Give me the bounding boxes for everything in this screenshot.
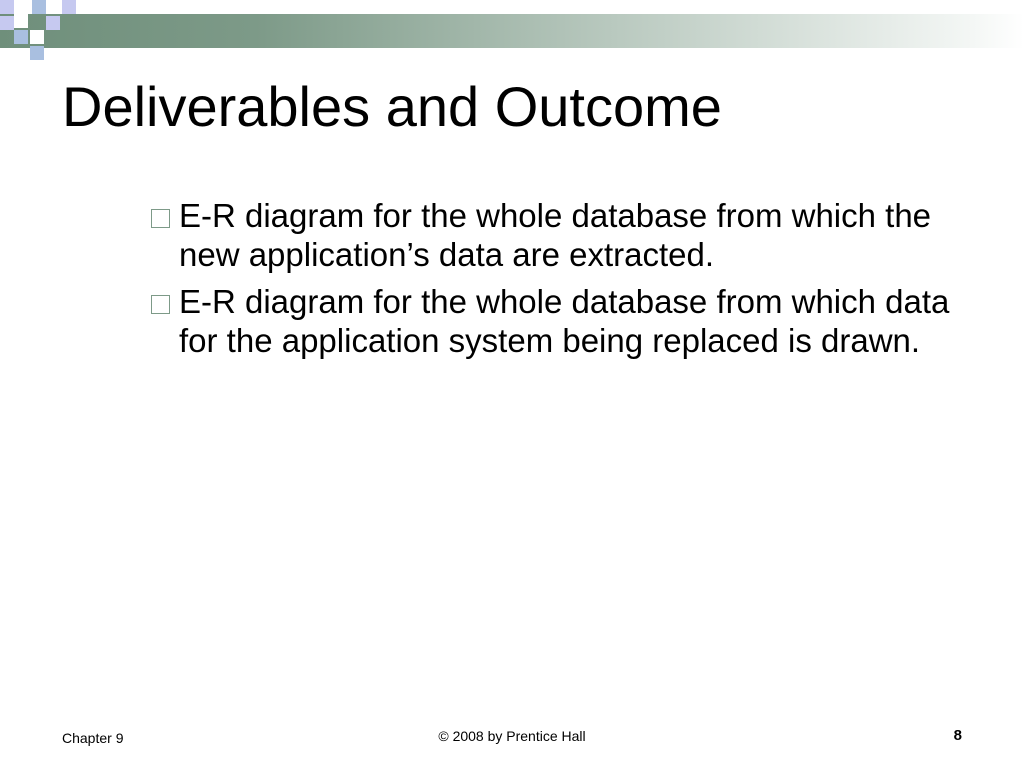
checker-square <box>62 0 76 14</box>
footer-copyright: © 2008 by Prentice Hall <box>438 728 586 744</box>
slide-title: Deliverables and Outcome <box>62 75 722 138</box>
checker-square <box>30 30 44 44</box>
bullet-item <box>148 282 968 360</box>
slide-number: 8 <box>953 727 962 744</box>
checker-square <box>46 16 60 30</box>
checker-square <box>14 14 28 28</box>
bullet-text: E-R diagram for the whole database from which the new application’s data are extracted. <box>179 197 932 273</box>
checker-square <box>0 16 14 30</box>
footer-chapter: Chapter 9 <box>62 730 124 746</box>
checker-square <box>0 0 14 14</box>
checker-square <box>30 46 44 60</box>
checker-square <box>14 30 28 44</box>
bullet-list <box>148 196 968 368</box>
header-decorative-bar <box>0 14 1024 48</box>
hollow-square-icon <box>151 295 170 314</box>
bullet-text: E-R diagram for the whole database from which data for the application system being replaced is drawn. <box>179 283 950 359</box>
bullet-item <box>148 196 968 274</box>
hollow-square-icon <box>151 209 170 228</box>
checker-square <box>32 0 46 14</box>
